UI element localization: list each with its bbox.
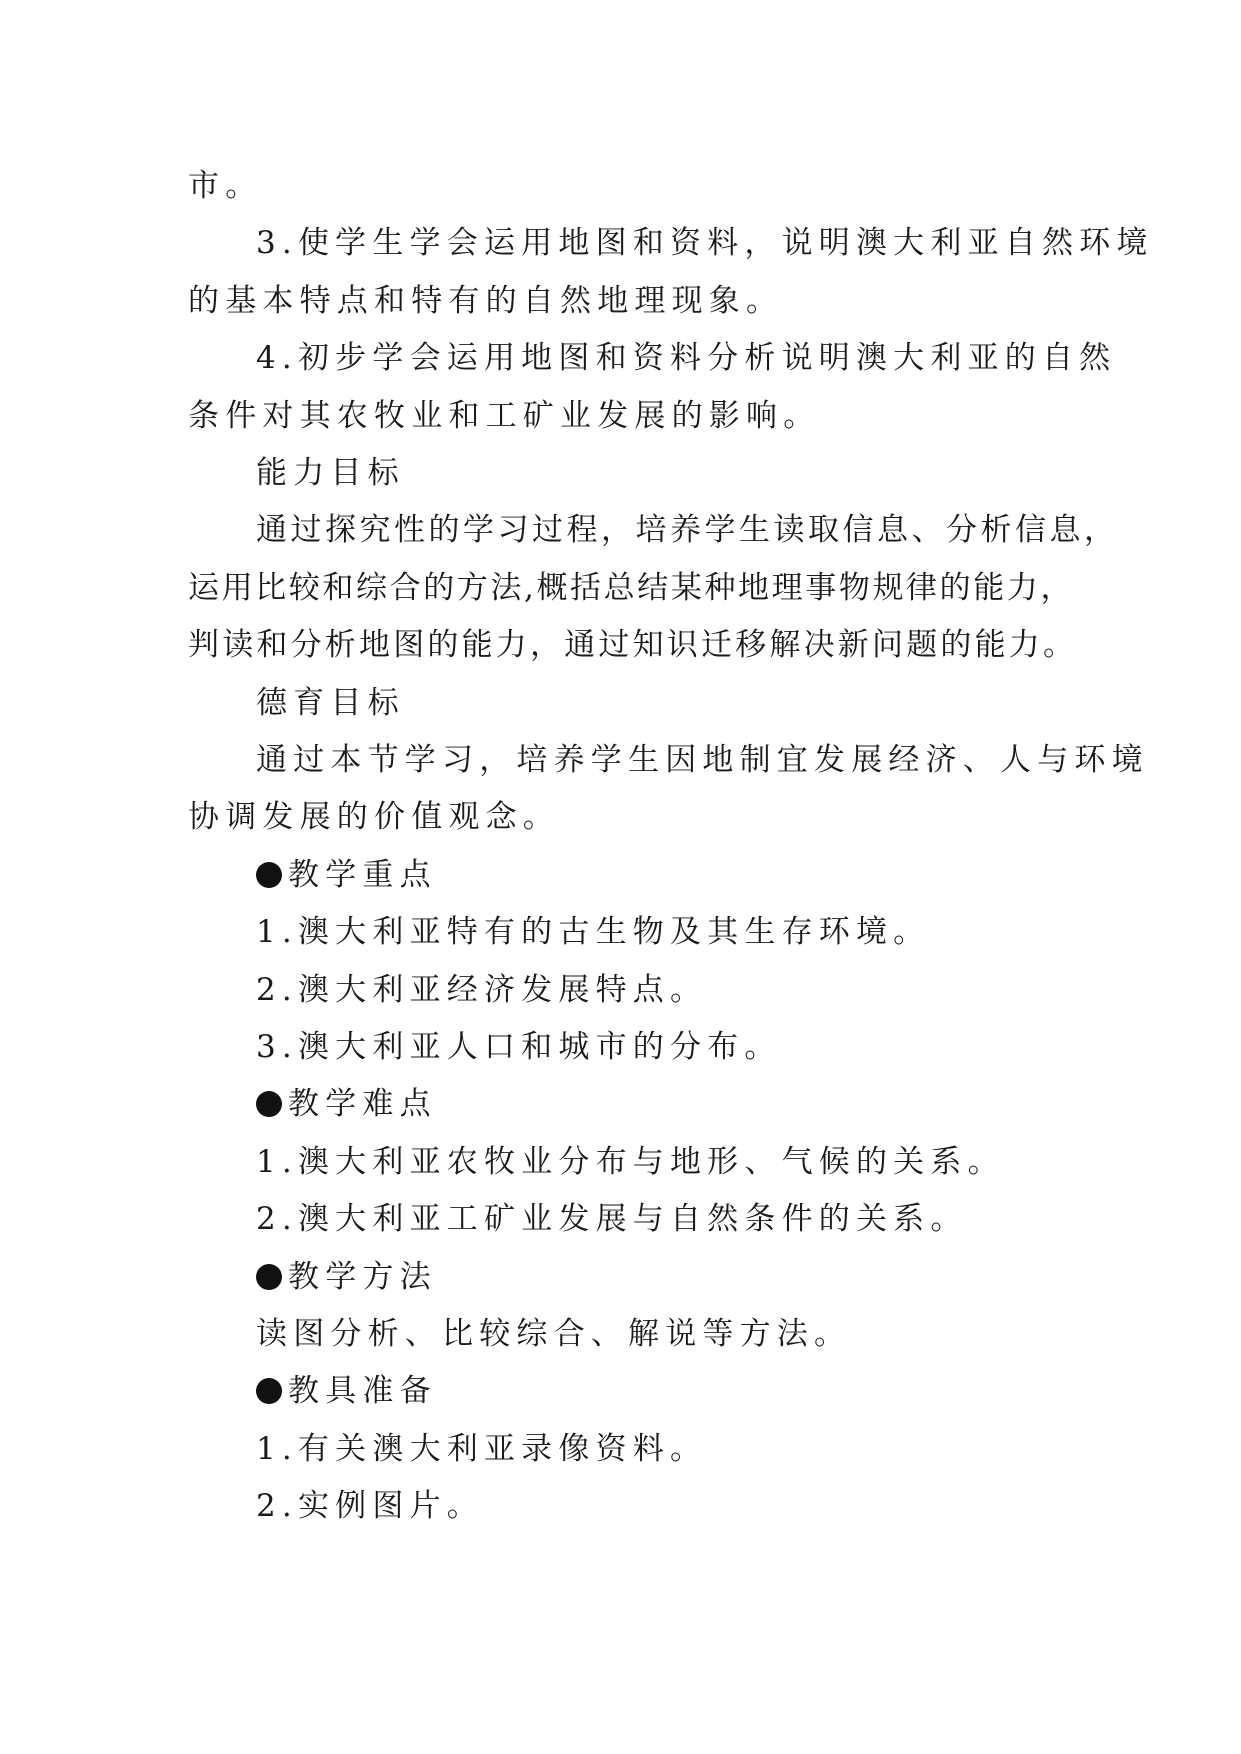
key-point-2: 2.澳大利亚经济发展特点。 [256, 972, 708, 1008]
key-point-3: 3.澳大利亚人口和城市的分布。 [256, 1029, 782, 1065]
difficulty-1: 1.澳大利亚农牧业分布与地形、气候的关系。 [256, 1144, 1005, 1180]
difficulties-heading: 教学难点 [256, 1084, 437, 1124]
bullet-icon [256, 1378, 282, 1404]
methods-line: 读图分析、比较综合、解说等方法。 [256, 1316, 852, 1352]
difficulty-2: 2.澳大利亚工矿业发展与自然条件的关系。 [256, 1201, 968, 1237]
ability-goal-line-3: 判读和分析地图的能力，通过知识迁移解决新问题的能力。 [188, 627, 1078, 663]
teaching-aid-1: 1.有关澳大利亚录像资料。 [256, 1431, 708, 1467]
teaching-aid-2: 2.实例图片。 [256, 1488, 484, 1524]
bullet-icon [256, 1091, 282, 1117]
moral-goal-line-2: 协调发展的价值观念。 [188, 799, 560, 835]
ability-goal-line-1: 通过探究性的学习过程，培养学生读取信息、分析信息， [256, 512, 1119, 548]
moral-goal-heading: 德育目标 [256, 685, 405, 721]
objective-3-line-1: 3.使学生学会运用地图和资料，说明澳大利亚自然环境 [256, 225, 1154, 261]
methods-heading: 教学方法 [256, 1257, 437, 1297]
bullet-icon [256, 862, 282, 888]
teaching-aids-heading: 教具准备 [256, 1371, 437, 1411]
key-point-1: 1.澳大利亚特有的古生物及其生存环境。 [256, 914, 931, 950]
bullet-icon [256, 1264, 282, 1290]
objective-3-line-2: 的基本特点和特有的自然地理现象。 [188, 283, 784, 319]
key-points-heading: 教学重点 [256, 855, 437, 895]
moral-goal-line-1: 通过本节学习，培养学生因地制宜发展经济、人与环境 [256, 742, 1149, 778]
ability-goal-heading: 能力目标 [256, 455, 405, 491]
text-line: 市。 [188, 168, 263, 204]
ability-goal-line-2: 运用比较和综合的方法,概括总结某种地理事物规律的能力， [188, 570, 1075, 606]
objective-4-line-2: 条件对其农牧业和工矿业发展的影响。 [188, 398, 821, 434]
objective-4-line-1: 4.初步学会运用地图和资料分析说明澳大利亚的自然 [256, 340, 1117, 376]
